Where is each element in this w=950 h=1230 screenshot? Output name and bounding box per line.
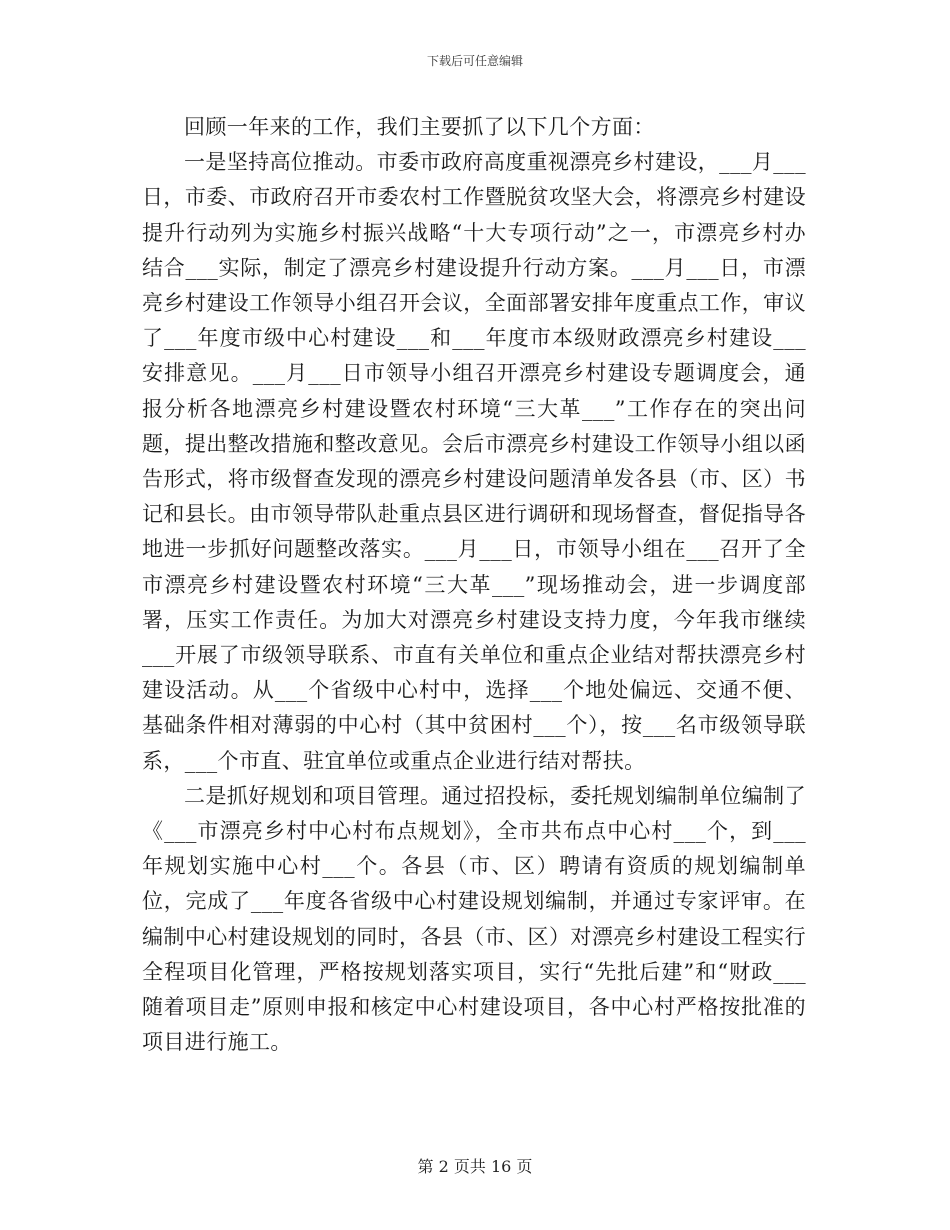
paragraph-second-point: 二是抓好规划和项目管理。通过招投标，委托规划编制单位编制了《___市漂亮乡村中心村布点规划》，全市共布点中心村___个，到___年规划实施中心村___个。各县（市、区）聘请有资质的规划编制单位，完成了___年度各省级中心村建设规划编制，并通过专家评审。在编制中心村建设规划的同时，各县（市、区）对漂亮乡村建设工程实行全程项目化管理，严格按规划落实项目，实行“先批后建”和“财政___随着项目走”原则申报和核定中心村建设项目，各中心村严格按批准的项目进行施工。 [142, 783, 806, 1055]
paragraph-first-point: 一是坚持高位推动。市委市政府高度重视漂亮乡村建设，___月___日，市委、市政府召开市委农村工作暨脱贫攻坚大会，将漂亮乡村建设提升行动列为实施乡村振兴战略“十大专项行动”之一，市漂亮乡村办结合___实际，制定了漂亮乡村建设提升行动方案。___月___日，市漂亮乡村建设工作领导小组召开会议，全面部署安排年度重点工作，审议了___年度市级中心村建设___和___年度市本级财政漂亮乡村建设___安排意见。___月___日市领导小组召开漂亮乡村建设专题调度会，通报分析各地漂亮乡村建设暨农村环境“三大革___”工作存在的突出问题，提出整改措施和整改意见。会后市漂亮乡村建设工作领导小组以函告形式，将市级督查发现的漂亮乡村建设问题清单发各县（市、区）书记和县长。由市领导带队赴重点县区进行调研和现场督查，督促指导各地进一步抓好问题整改落实。___月___日，市领导小组在___召开了全市漂亮乡村建设暨农村环境“三大革___”现场推动会，进一步调度部署，压实工作责任。为加大对漂亮乡村建设支持力度，今年我市继续___开展了市级领导联系、市直有关单位和重点企业结对帮扶漂亮乡村建设活动。从___个省级中心村中，选择___个地处偏远、交通不便、基础条件相对薄弱的中心村（其中贫困村___个），按___名市级领导联系，___个市直、驻宜单位或重点企业进行结对帮扶。 [142, 150, 806, 773]
document-body [142, 110, 806, 1060]
paragraph-intro: 回顾一年来的工作，我们主要抓了以下几个方面： [184, 115, 655, 139]
page-number: 第 2 页共 16 页 [417, 1157, 533, 1176]
page-header: 下载后可任意编辑 [426, 54, 523, 68]
